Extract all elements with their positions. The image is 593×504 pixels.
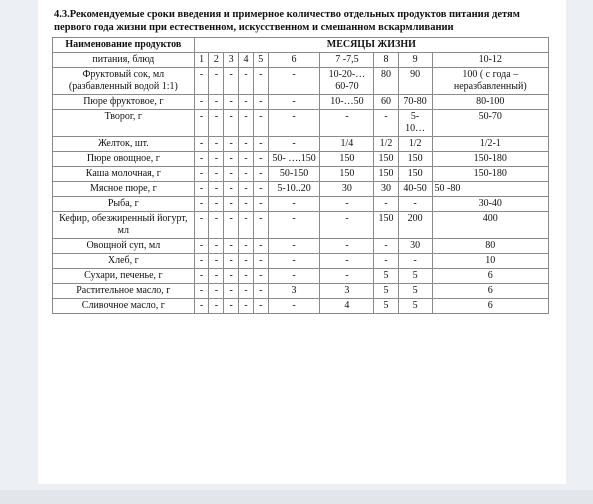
table-cell: 150: [374, 212, 398, 239]
table-row: [53, 284, 549, 299]
table-cell: -: [194, 299, 209, 314]
product-name: Кефир, обезжиренный йогурт, мл: [53, 212, 195, 239]
month-header: 9: [398, 53, 432, 68]
table-cell: 3: [268, 284, 320, 299]
table-cell: -: [239, 284, 254, 299]
header-months: МЕСЯЦЫ ЖИЗНИ: [194, 38, 548, 53]
table-cell: 50-70: [432, 110, 548, 137]
product-name: Пюре фруктовое, г: [53, 95, 195, 110]
table-cell: -: [253, 95, 268, 110]
table-cell: -: [209, 152, 224, 167]
document-card: [38, 0, 566, 484]
table-cell: -: [224, 212, 239, 239]
month-header: 1: [194, 53, 209, 68]
table-cell: -: [268, 254, 320, 269]
table-row: [53, 239, 549, 254]
table-cell: -: [253, 299, 268, 314]
month-header: 10-12: [432, 53, 548, 68]
table-cell: 150: [320, 167, 374, 182]
table-cell: -: [209, 137, 224, 152]
table-cell: -: [268, 95, 320, 110]
header-products: Наименование продуктов: [53, 38, 195, 53]
table-cell: -: [374, 110, 398, 137]
table-cell: 5-10..20: [268, 182, 320, 197]
table-cell: -: [209, 95, 224, 110]
table-row: [53, 299, 549, 314]
table-cell: -: [239, 212, 254, 239]
table-cell: -: [268, 299, 320, 314]
table-cell: -: [194, 269, 209, 284]
subheader-row: [53, 53, 549, 68]
table-cell: -: [209, 182, 224, 197]
table-cell: -: [398, 197, 432, 212]
product-name: Каша молочная, г: [53, 167, 195, 182]
table-cell: -: [224, 284, 239, 299]
header-row: [53, 38, 549, 53]
table-cell: -: [194, 68, 209, 95]
product-name: Творог, г: [53, 110, 195, 137]
table-cell: 50 -80: [432, 182, 548, 197]
table-cell: -: [253, 110, 268, 137]
table-cell: -: [374, 239, 398, 254]
table-cell: -: [209, 212, 224, 239]
month-header: 3: [224, 53, 239, 68]
table-cell: -: [239, 182, 254, 197]
month-header: 8: [374, 53, 398, 68]
table-cell: 1/2-1: [432, 137, 548, 152]
month-header: 2: [209, 53, 224, 68]
table-cell: -: [209, 269, 224, 284]
table-cell: -: [224, 239, 239, 254]
feeding-schedule-table: [52, 37, 549, 314]
table-row: [53, 269, 549, 284]
table-cell: 30: [398, 239, 432, 254]
table-cell: -: [194, 167, 209, 182]
table-cell: 50-150: [268, 167, 320, 182]
table-cell: 150: [398, 152, 432, 167]
table-cell: -: [253, 68, 268, 95]
table-cell: 80: [374, 68, 398, 95]
table-cell: 40-50: [398, 182, 432, 197]
table-cell: -: [320, 197, 374, 212]
table-row: [53, 152, 549, 167]
table-cell: -: [268, 239, 320, 254]
table-row: [53, 212, 549, 239]
table-body: [53, 68, 549, 314]
table-cell: -: [224, 95, 239, 110]
table-row: [53, 182, 549, 197]
table-cell: -: [320, 269, 374, 284]
table-cell: -: [253, 212, 268, 239]
table-cell: 60: [374, 95, 398, 110]
table-cell: 5: [374, 269, 398, 284]
table-cell: -: [194, 197, 209, 212]
table-cell: 5- 10…: [398, 110, 432, 137]
table-cell: -: [268, 269, 320, 284]
table-cell: -: [253, 269, 268, 284]
product-name: Рыба, г: [53, 197, 195, 212]
table-cell: -: [209, 110, 224, 137]
table-cell: -: [209, 254, 224, 269]
table-cell: 30-40: [432, 197, 548, 212]
subheader-label: питания, блюд: [53, 53, 195, 68]
table-cell: 150: [398, 167, 432, 182]
table-cell: -: [224, 197, 239, 212]
table-cell: 10-20-… 60-70: [320, 68, 374, 95]
month-header: 5: [253, 53, 268, 68]
table-cell: -: [398, 254, 432, 269]
table-cell: -: [320, 110, 374, 137]
table-row: [53, 167, 549, 182]
table-cell: -: [209, 284, 224, 299]
month-header: 6: [268, 53, 320, 68]
table-cell: -: [239, 254, 254, 269]
table-cell: -: [374, 254, 398, 269]
product-name: Мясное пюре, г: [53, 182, 195, 197]
table-cell: -: [224, 137, 239, 152]
month-header: 4: [239, 53, 254, 68]
table-cell: 30: [374, 182, 398, 197]
table-cell: -: [209, 68, 224, 95]
table-cell: -: [320, 254, 374, 269]
product-name: Фруктовый сок, мл (разбавленный водой 1:1): [53, 68, 195, 95]
table-cell: -: [320, 212, 374, 239]
table-cell: 1/4: [320, 137, 374, 152]
table-cell: 1/2: [398, 137, 432, 152]
table-cell: -: [239, 110, 254, 137]
table-row: [53, 254, 549, 269]
table-cell: 50- ….150: [268, 152, 320, 167]
table-row: [53, 95, 549, 110]
table-cell: -: [224, 269, 239, 284]
table-cell: 6: [432, 284, 548, 299]
table-cell: 400: [432, 212, 548, 239]
table-cell: 3: [320, 284, 374, 299]
table-row: [53, 137, 549, 152]
table-row: [53, 68, 549, 95]
table-cell: -: [268, 197, 320, 212]
section-heading: 4.3.Рекомендуемые сроки введения и примерное количество отдельных продуктов питания детям первого года жизни при естественном, искусственном и смешанном вскармливании: [54, 9, 520, 33]
table-cell: 5: [374, 299, 398, 314]
product-name: Хлеб, г: [53, 254, 195, 269]
table-cell: -: [239, 197, 254, 212]
table-cell: -: [268, 68, 320, 95]
table-cell: 70-80: [398, 95, 432, 110]
table-cell: -: [253, 284, 268, 299]
table-cell: -: [253, 239, 268, 254]
table-cell: 150: [320, 152, 374, 167]
table-cell: -: [209, 197, 224, 212]
table-cell: -: [194, 212, 209, 239]
table-cell: -: [374, 197, 398, 212]
table-cell: -: [239, 68, 254, 95]
table-cell: -: [253, 167, 268, 182]
table-cell: 1/2: [374, 137, 398, 152]
table-cell: 5: [374, 284, 398, 299]
table-cell: 30: [320, 182, 374, 197]
table-cell: -: [239, 152, 254, 167]
table-row: [53, 110, 549, 137]
table-cell: -: [224, 299, 239, 314]
table-cell: -: [194, 284, 209, 299]
table-cell: -: [239, 299, 254, 314]
table-cell: -: [194, 110, 209, 137]
table-cell: -: [268, 137, 320, 152]
table-cell: -: [224, 110, 239, 137]
table-cell: -: [253, 137, 268, 152]
table-cell: 6: [432, 269, 548, 284]
month-header: 7 -7,5: [320, 53, 374, 68]
table-cell: 80-100: [432, 95, 548, 110]
table-cell: 100 ( с года – неразбавленный): [432, 68, 548, 95]
product-name: Сухари, печенье, г: [53, 269, 195, 284]
table-cell: 10: [432, 254, 548, 269]
table-cell: 80: [432, 239, 548, 254]
table-cell: 5: [398, 299, 432, 314]
table-cell: -: [268, 212, 320, 239]
table-cell: -: [224, 167, 239, 182]
table-cell: -: [253, 152, 268, 167]
table-cell: -: [194, 152, 209, 167]
table-cell: 5: [398, 269, 432, 284]
table-cell: -: [239, 137, 254, 152]
table-cell: 6: [432, 299, 548, 314]
table-cell: 150-180: [432, 152, 548, 167]
table-cell: -: [268, 110, 320, 137]
table-cell: 150-180: [432, 167, 548, 182]
product-name: Растительное масло, г: [53, 284, 195, 299]
table-cell: -: [194, 137, 209, 152]
table-cell: 90: [398, 68, 432, 95]
table-cell: 4: [320, 299, 374, 314]
table-cell: 10-…50: [320, 95, 374, 110]
table-cell: -: [209, 239, 224, 254]
table-cell: 5: [398, 284, 432, 299]
table-cell: -: [209, 167, 224, 182]
product-name: Желток, шт.: [53, 137, 195, 152]
table-cell: -: [224, 254, 239, 269]
table-cell: -: [194, 239, 209, 254]
table-cell: -: [224, 68, 239, 95]
product-name: Овощной суп, мл: [53, 239, 195, 254]
table-cell: -: [239, 239, 254, 254]
table-cell: -: [224, 152, 239, 167]
table-cell: 200: [398, 212, 432, 239]
document-body: [52, 8, 552, 314]
table-cell: -: [253, 182, 268, 197]
table-cell: 150: [374, 152, 398, 167]
table-cell: -: [239, 269, 254, 284]
table-cell: -: [194, 95, 209, 110]
table-cell: -: [320, 239, 374, 254]
table-cell: -: [253, 197, 268, 212]
table-cell: -: [224, 182, 239, 197]
table-cell: -: [209, 299, 224, 314]
product-name: Сливочное масло, г: [53, 299, 195, 314]
table-cell: -: [239, 95, 254, 110]
bottom-bar: [0, 490, 593, 504]
table-row: [53, 197, 549, 212]
table-cell: -: [194, 182, 209, 197]
table-cell: -: [253, 254, 268, 269]
product-name: Пюре овощное, г: [53, 152, 195, 167]
table-cell: -: [239, 167, 254, 182]
table-cell: -: [194, 254, 209, 269]
table-cell: 150: [374, 167, 398, 182]
